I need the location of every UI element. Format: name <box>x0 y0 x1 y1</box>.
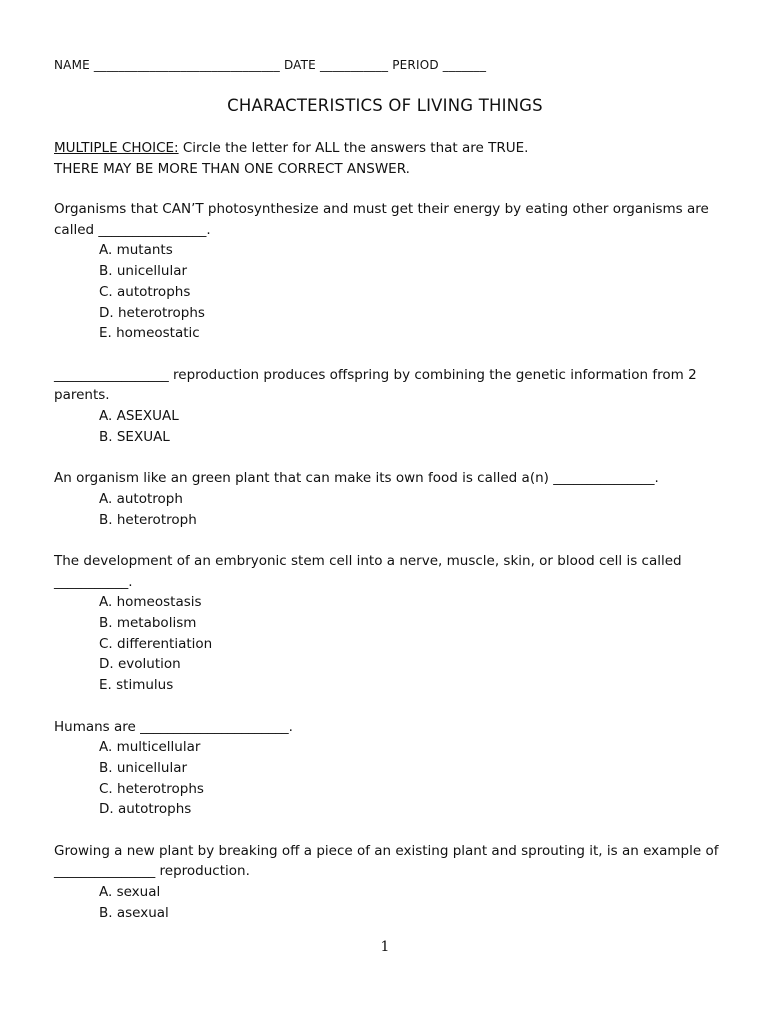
question-stem: Growing a new plant by breaking off a piece of an existing plant and sprouting it, is an example of _______________ reproduction. <box>54 842 719 880</box>
answer-options <box>54 406 724 447</box>
answer-option[interactable]: B. unicellular <box>99 759 188 776</box>
answer-option[interactable]: B. unicellular <box>99 263 188 280</box>
question-1 <box>54 199 724 344</box>
question-3 <box>54 468 724 530</box>
question-stem: Organisms that CAN’T photosynthesize and must get their energy by eating other organisms are called ________________. <box>54 201 709 238</box>
answer-options <box>54 737 724 820</box>
student-info-line: NAME ______________________________ DATE ___________ PERIOD _______ <box>54 58 487 72</box>
question-stem: Humans are ______________________. <box>54 718 293 735</box>
instructions-label: MULTIPLE CHOICE: <box>54 140 179 156</box>
answer-options <box>54 882 724 923</box>
answer-option[interactable]: A. autotroph <box>99 490 183 507</box>
instructions <box>54 138 528 180</box>
answer-option[interactable]: A. ASEXUAL <box>99 408 179 425</box>
answer-option[interactable]: A. mutants <box>99 242 173 259</box>
answer-option[interactable]: D. autotrophs <box>99 801 192 818</box>
question-4 <box>54 551 724 696</box>
answer-option[interactable]: A. homeostasis <box>99 594 202 611</box>
instructions-text: Circle the letter for ALL the answers that are TRUE. <box>178 140 529 156</box>
question-6 <box>54 841 724 924</box>
question-2 <box>54 365 724 448</box>
question-list <box>54 199 724 944</box>
answer-option[interactable]: A. multicellular <box>99 739 201 756</box>
answer-option[interactable]: B. asexual <box>99 904 169 921</box>
answer-option[interactable]: C. heterotrophs <box>99 780 204 797</box>
question-stem: _________________ reproduction produces offspring by combining the genetic information from 2 parents. <box>54 366 697 404</box>
answer-option[interactable]: A. sexual <box>99 884 161 901</box>
question-stem: An organism like an green plant that can make its own food is called a(n) _______________. <box>54 470 659 487</box>
page-number: 1 <box>380 939 390 955</box>
answer-option[interactable]: C. autotrophs <box>99 283 191 300</box>
answer-option[interactable]: B. SEXUAL <box>99 428 170 445</box>
answer-options <box>54 489 724 530</box>
answer-option[interactable]: D. heterotrophs <box>99 304 205 321</box>
answer-option[interactable]: E. homeostatic <box>99 325 200 342</box>
answer-option[interactable]: D. evolution <box>99 656 181 673</box>
answer-option[interactable]: C. differentiation <box>99 635 213 652</box>
question-stem: The development of an embryonic stem cell into a nerve, muscle, skin, or blood cell is called ___________. <box>54 552 682 590</box>
answer-options <box>54 592 724 696</box>
answer-option[interactable]: B. heterotroph <box>99 511 197 528</box>
instructions-line-1 <box>54 138 528 159</box>
worksheet-title: CHARACTERISTICS OF LIVING THINGS <box>227 96 543 115</box>
answer-option[interactable]: E. stimulus <box>99 677 174 694</box>
answer-options <box>54 240 724 344</box>
instructions-line-2: THERE MAY BE MORE THAN ONE CORRECT ANSWER. <box>54 161 410 177</box>
question-5 <box>54 717 724 821</box>
answer-option[interactable]: B. metabolism <box>99 615 197 632</box>
